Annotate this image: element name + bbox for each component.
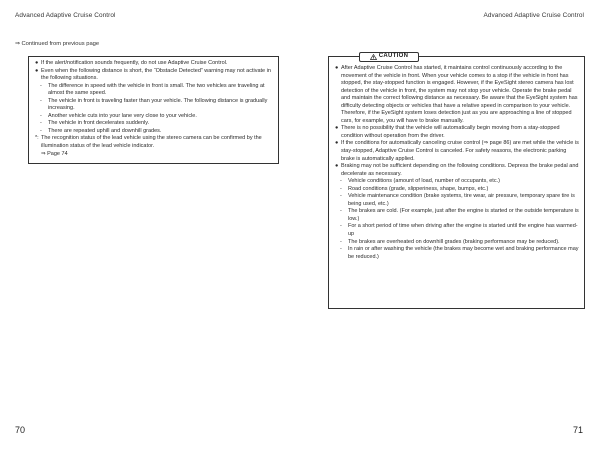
bullet-icon: ● — [335, 125, 339, 132]
sub-item: - In rain or after washing the vehicle (the brakes may become wet and braking performance may be reduced.) — [340, 246, 579, 260]
right-page — [300, 0, 600, 450]
caution-label: CAUTION — [359, 52, 419, 62]
caution-box — [328, 53, 585, 309]
sub-item: - Vehicle conditions (amount of load, number of occupants, etc.) — [340, 178, 500, 185]
sub-item: - Another vehicle cuts into your lane very close to your vehicle. — [40, 112, 197, 119]
sub-item: - The brakes are cold. (For example, just after the engine is started or the outside temperature is low.) — [340, 208, 579, 222]
sub-item: - Vehicle maintenance condition (brake systems, tire wear, air pressure, temporary spare tire is being used, etc.) — [340, 193, 575, 207]
note-box — [28, 56, 279, 164]
sub-item: - The vehicle in front is traveling faster than your vehicle. The following distance is gradually increasing. — [40, 97, 268, 112]
sub-item: - The difference in speed with the vehicle in front is small. The two vehicles are traveling at almost the same speed. — [40, 82, 265, 97]
bullet-icon: ● — [35, 67, 39, 74]
bullet-item — [35, 60, 273, 68]
bullet-icon: ● — [335, 140, 339, 147]
sub-item: - Road conditions (grade, slipperiness, shape, bumps, etc.) — [340, 185, 489, 192]
bullet-icon: ● — [35, 60, 39, 66]
bullet-icon: ● — [335, 163, 339, 170]
bullet-item: ● There is no possibility that the vehicle will automatically begin moving from a stay-stopped condition without operation from the driver. — [335, 125, 560, 139]
sub-item: - For a short period of time when driving after the engine is started until the engine has warmed-up — [340, 223, 578, 238]
bullet-text: Even when the following distance is short, the “Obstacle Detected” warning may not activate in the following situations. — [41, 67, 271, 82]
bullet-text: If the alert/notification sounds frequently, do not use Adaptive Cruise Control. — [41, 60, 228, 66]
page-number: 70 — [15, 425, 26, 435]
running-head: Advanced Adaptive Cruise Control — [483, 12, 584, 19]
page-reference-link[interactable]: ⇒ Page 74 — [41, 150, 68, 157]
page-number: 71 — [572, 425, 583, 435]
running-head: Advanced Adaptive Cruise Control — [15, 12, 116, 19]
footnote: *: The recognition status of the lead vehicle using the stereo camera can be confirmed by the illumination status of the lead vehicle indicator. — [35, 135, 262, 150]
bullet-item: ● Braking may not be sufficient depending on the following conditions. Depress the brake pedal and decelerate as necessary. — [335, 163, 579, 177]
continued-note: ⇒ Continued from previous page — [15, 41, 100, 47]
bullet-item: ● After Adaptive Cruise Control has started, it maintains control continuously according to the movement of the vehicle in front. When your vehicle comes to a stop if the vehicle in front has stopped, the stay-stopped function is engaged. However, if the EyeSight stereo camera has lost detection of the vehicle in front, the system may not stop your vehicle. Operate the brake pedal and maintain the correct following distance as necessary. Be aware that the EyeSight system has difficulty detecting objects or vehicles that have a relative speed in comparison to your vehicle. Therefore, if the EyeSight system loses detection just as you are approaching a line of stopped cars, for example, you will have to brake manually. — [335, 65, 578, 124]
bullet-item — [35, 68, 273, 83]
warning-triangle-icon — [370, 54, 377, 60]
sub-item: - The brakes are overheated on downhill grades (braking performance may be reduced). — [340, 238, 560, 245]
bullet-item: ● If the conditions for automatically canceling cruise control (⇒ page 86) are met while the vehicle is stay-stopped, Adaptive Cruise Control is canceled. For safety reasons, the electronic parking brake is automatically applied. — [335, 140, 579, 162]
sub-item: - The vehicle in front decelerates suddenly. — [40, 120, 150, 127]
sub-item: - There are repeated uphill and downhill grades. — [40, 127, 162, 134]
bullet-icon: ● — [335, 65, 339, 71]
